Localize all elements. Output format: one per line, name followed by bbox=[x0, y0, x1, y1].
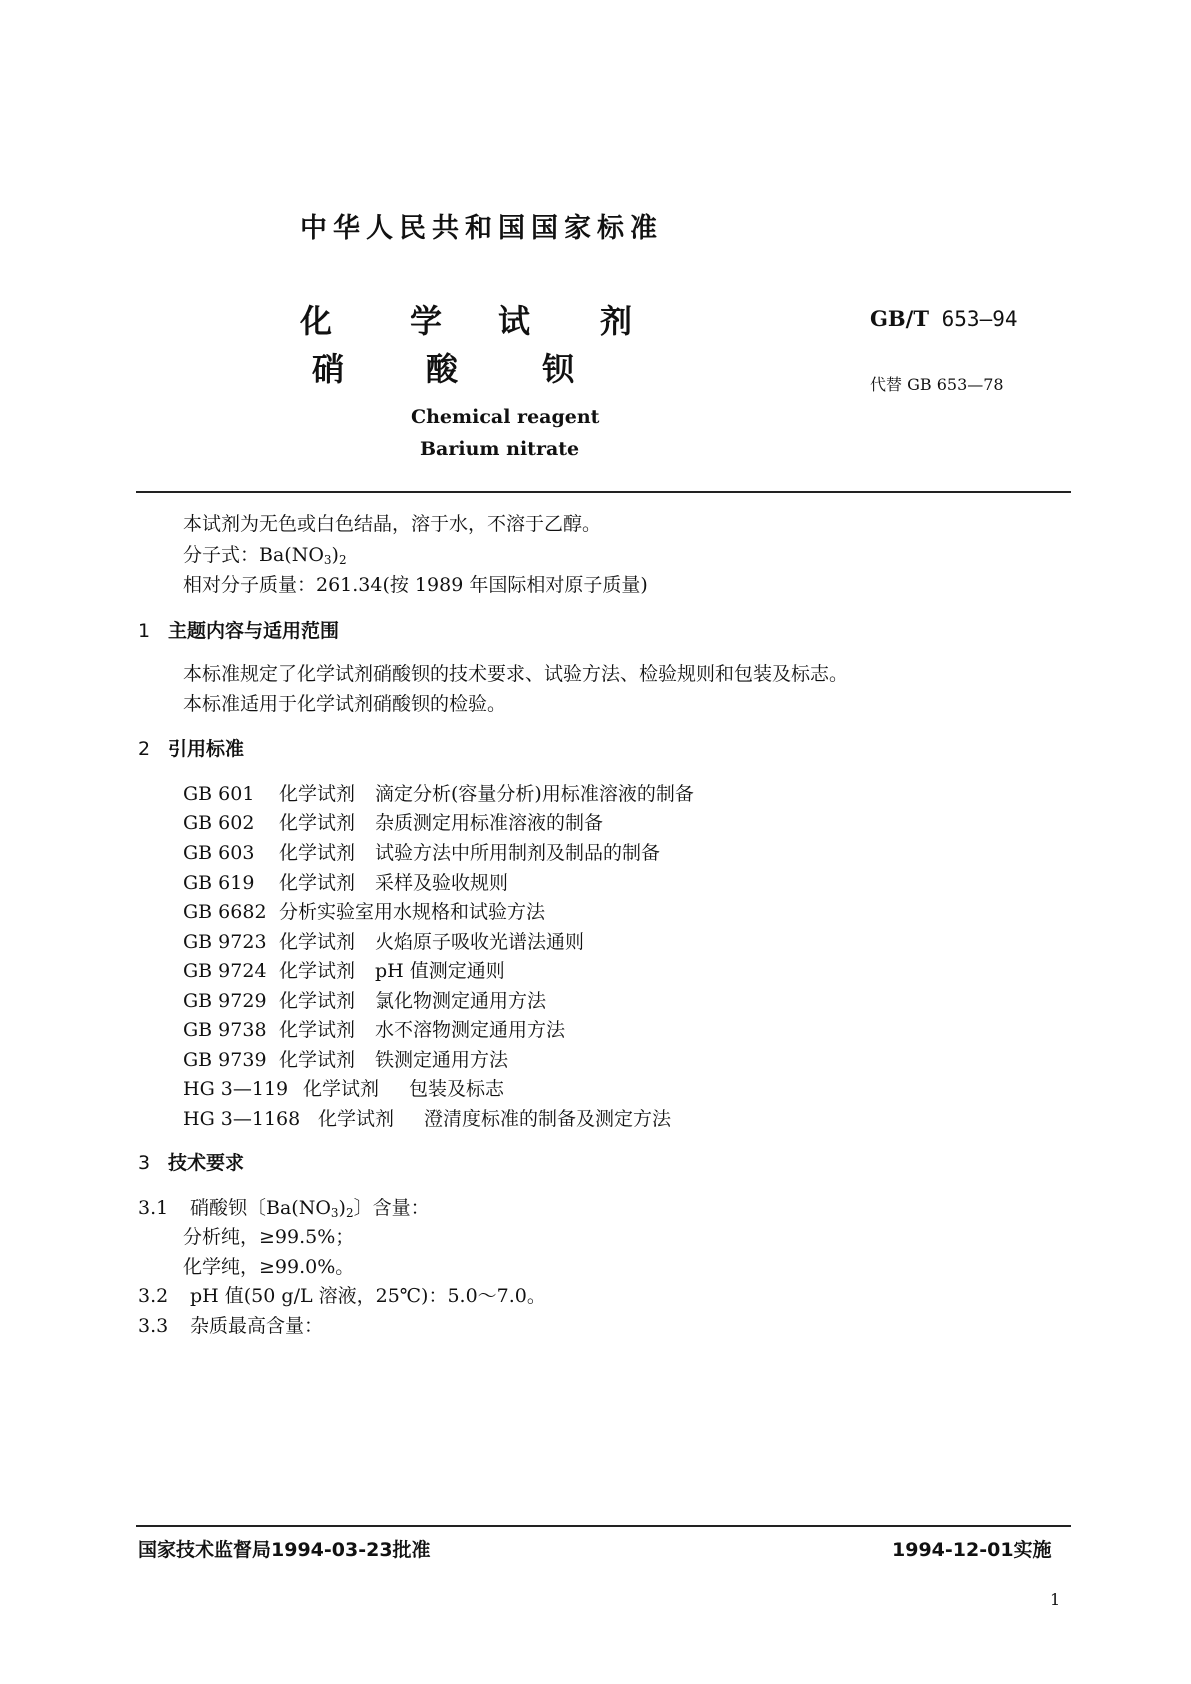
section1-paragraph: 本标准适用于化学试剂硝酸钡的检验。 bbox=[183, 693, 507, 715]
title-char: 硝 bbox=[312, 350, 345, 388]
grade-analytical: 分析纯，≥99.5%； bbox=[183, 1226, 355, 1248]
ref-code: GB 9729 bbox=[183, 990, 267, 1012]
ref-item bbox=[183, 779, 694, 806]
ref-code: HG 3—1168 bbox=[183, 1108, 301, 1130]
ref-category: 化学试剂 bbox=[303, 1078, 380, 1100]
ref-category: 化学试剂 bbox=[279, 960, 356, 982]
ref-code: GB 603 bbox=[183, 842, 255, 864]
title-char: 酸 bbox=[426, 350, 459, 388]
ref-category: 分析实验室用水规格和试验方法 bbox=[279, 901, 546, 923]
national-standard-heading: 中华人民共和国国家标准 bbox=[300, 213, 663, 244]
title-char: 剂 bbox=[600, 302, 633, 340]
ref-code: GB 9739 bbox=[183, 1049, 267, 1071]
ref-category: 化学试剂 bbox=[279, 842, 356, 864]
section1-paragraph: 本标准规定了化学试剂硝酸钡的技术要求、试验方法、检验规则和包装及标志。 bbox=[183, 663, 849, 685]
ref-desc: 水不溶物测定通用方法 bbox=[375, 1019, 566, 1041]
clause-text: ) bbox=[338, 1197, 346, 1219]
clause-3-1 bbox=[138, 1193, 430, 1220]
ref-item bbox=[183, 986, 546, 1013]
ref-item bbox=[183, 897, 545, 924]
section2-heading bbox=[138, 734, 244, 761]
standard-code bbox=[870, 306, 1018, 331]
section-title: 技术要求 bbox=[168, 1152, 245, 1174]
ref-code: GB 9723 bbox=[183, 931, 267, 953]
section-number: 1 bbox=[138, 620, 151, 642]
ref-desc: 火焰原子吸收光谱法通则 bbox=[375, 931, 585, 953]
clause-text: pH 值(50 g/L 溶液，25℃)：5.0～7.0。 bbox=[190, 1285, 546, 1307]
clause-3-3 bbox=[138, 1311, 323, 1338]
ref-desc: 澄清度标准的制备及测定方法 bbox=[424, 1108, 672, 1130]
standard-code-prefix: GB/T bbox=[870, 306, 929, 331]
approval-note: 国家技术监督局1994-03-23批准 bbox=[138, 1539, 431, 1561]
ref-item bbox=[183, 838, 660, 865]
ref-code: GB 6682 bbox=[183, 901, 267, 923]
section-number: 2 bbox=[138, 738, 151, 760]
ref-desc: 杂质测定用标准溶液的制备 bbox=[375, 812, 604, 834]
formula-sub: 2 bbox=[338, 553, 347, 567]
standard-code-number: 653—94 bbox=[941, 307, 1018, 331]
ref-item bbox=[183, 1015, 565, 1042]
formula-sub: 3 bbox=[330, 1206, 339, 1220]
title-char: 学 bbox=[410, 302, 443, 340]
clause-3-2 bbox=[138, 1281, 546, 1308]
ref-category: 化学试剂 bbox=[279, 812, 356, 834]
ref-desc: 试验方法中所用制剂及制品的制备 bbox=[375, 842, 661, 864]
ref-desc: 滴定分析(容量分析)用标准溶液的制备 bbox=[375, 783, 694, 805]
intro-description: 本试剂为无色或白色结晶，溶于水，不溶于乙醇。 bbox=[183, 513, 602, 535]
clause-number: 3.1 bbox=[138, 1197, 169, 1219]
section-number: 3 bbox=[138, 1152, 151, 1174]
ref-desc: 采样及验收规则 bbox=[375, 872, 509, 894]
grade-chemical: 化学纯，≥99.0%。 bbox=[183, 1256, 355, 1278]
section3-heading bbox=[138, 1148, 244, 1175]
clause-number: 3.3 bbox=[138, 1315, 169, 1337]
formula-mid: ) bbox=[331, 544, 339, 566]
ref-code: GB 602 bbox=[183, 812, 255, 834]
footer-rule bbox=[136, 1525, 1071, 1527]
replaces-note: 代替 GB 653—78 bbox=[870, 375, 1004, 394]
ref-item bbox=[183, 927, 584, 954]
ref-item bbox=[183, 1074, 504, 1101]
ref-item bbox=[183, 808, 603, 835]
section-title: 主题内容与适用范围 bbox=[168, 620, 340, 642]
page-number: 1 bbox=[1050, 1590, 1061, 1609]
ref-desc: 氯化物测定通用方法 bbox=[375, 990, 547, 1012]
ref-code: HG 3—119 bbox=[183, 1078, 289, 1100]
intro-formula bbox=[183, 540, 347, 567]
ref-category: 化学试剂 bbox=[279, 1019, 356, 1041]
ref-item bbox=[183, 1104, 671, 1131]
ref-item bbox=[183, 1045, 508, 1072]
ref-category: 化学试剂 bbox=[279, 931, 356, 953]
ref-code: GB 9738 bbox=[183, 1019, 267, 1041]
clause-text: 杂质最高含量： bbox=[190, 1315, 324, 1337]
clause-text: 硝酸钡〔Ba(NO bbox=[190, 1197, 331, 1219]
ref-category: 化学试剂 bbox=[279, 990, 356, 1012]
title-char: 钡 bbox=[542, 350, 575, 388]
ref-desc: 铁测定通用方法 bbox=[375, 1049, 509, 1071]
formula-sub: 3 bbox=[323, 553, 332, 567]
ref-desc: pH 值测定通则 bbox=[375, 960, 505, 982]
title-char: 化 bbox=[300, 302, 333, 340]
formula-label: 分子式：Ba(NO bbox=[183, 544, 324, 566]
section1-heading bbox=[138, 616, 339, 643]
title-char: 试 bbox=[498, 302, 531, 340]
clause-text: 〕含量： bbox=[353, 1197, 430, 1219]
ref-desc: 包装及标志 bbox=[409, 1078, 505, 1100]
header-rule bbox=[136, 491, 1071, 493]
english-title-line1: Chemical reagent bbox=[411, 406, 600, 428]
formula-sub: 2 bbox=[345, 1206, 354, 1220]
ref-category: 化学试剂 bbox=[318, 1108, 395, 1130]
ref-item bbox=[183, 956, 505, 983]
english-title-line2: Barium nitrate bbox=[420, 438, 580, 460]
effective-date: 1994-12-01实施 bbox=[892, 1539, 1052, 1561]
ref-code: GB 601 bbox=[183, 783, 255, 805]
ref-category: 化学试剂 bbox=[279, 1049, 356, 1071]
ref-category: 化学试剂 bbox=[279, 872, 356, 894]
clause-number: 3.2 bbox=[138, 1285, 169, 1307]
ref-item bbox=[183, 868, 508, 895]
intro-molecular-mass: 相对分子质量：261.34(按 1989 年国际相对原子质量) bbox=[183, 574, 648, 596]
ref-code: GB 9724 bbox=[183, 960, 267, 982]
ref-code: GB 619 bbox=[183, 872, 255, 894]
section-title: 引用标准 bbox=[168, 738, 245, 760]
ref-category: 化学试剂 bbox=[279, 783, 356, 805]
